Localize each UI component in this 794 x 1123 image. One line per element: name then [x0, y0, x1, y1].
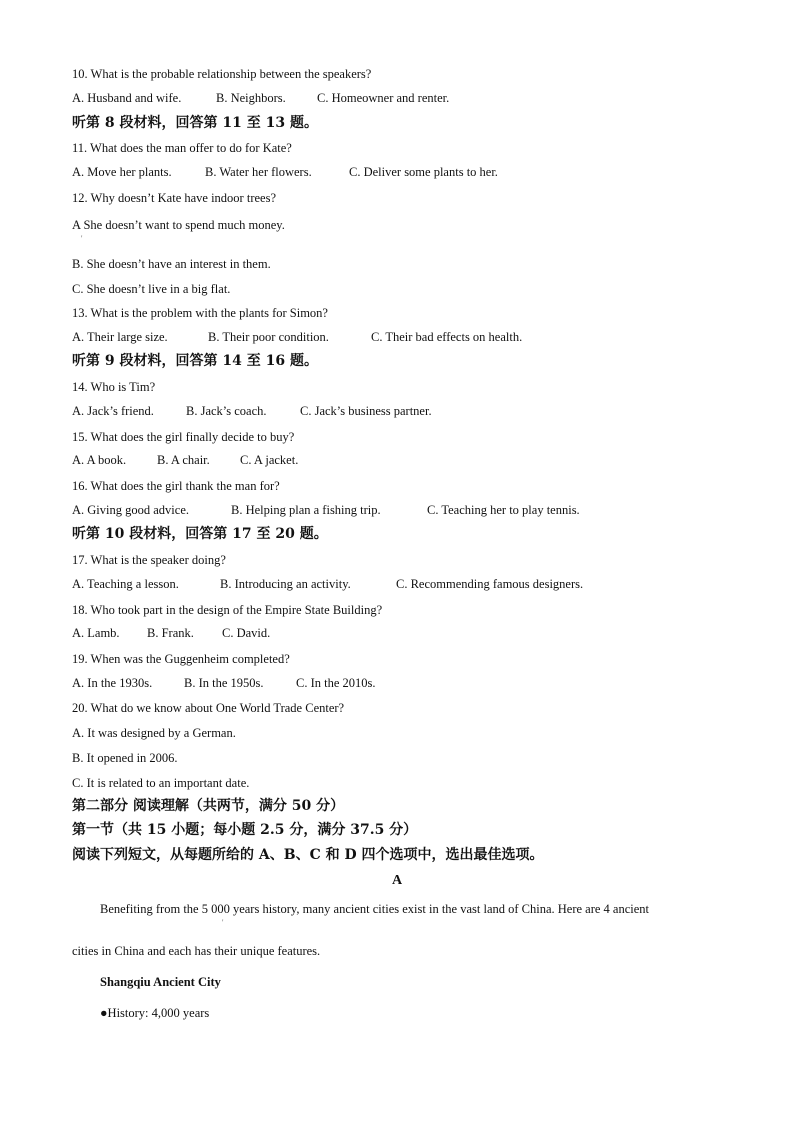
stray-mark: ': [222, 918, 224, 927]
q20-option-a: A. It was designed by a German.: [72, 726, 236, 740]
q11-option-a: A. Move her plants.: [72, 165, 172, 179]
history-bullet: ●History: 4,000 years: [100, 1006, 210, 1020]
q17-option-a: A. Teaching a lesson.: [72, 577, 179, 591]
q11-option-c: C. Deliver some plants to her.: [349, 165, 498, 179]
q19-option-b: B. In the 1950s.: [184, 676, 264, 690]
q13-option-c: C. Their bad effects on health.: [371, 330, 523, 344]
q15-option-a: A. A book.: [72, 453, 127, 467]
section-heading-8: 听第 8 段材料，回答第 11 至 13 题。: [72, 115, 318, 131]
section-one-heading: 第一节（共 15 小题；每小题 2.5 分，满分 37.5 分）: [72, 822, 418, 838]
question-16: 16. What does the girl thank the man for?: [72, 479, 280, 493]
passage-paragraph-line-1: Benefiting from the 5 000 years history, many ancient cities exist in the vast land of China. Here are 4 ancient: [100, 902, 650, 916]
q13-option-a: A. Their large size.: [72, 330, 168, 344]
q16-option-a: A. Giving good advice.: [72, 503, 189, 517]
q17-option-b: B. Introducing an activity.: [220, 577, 351, 591]
q18-option-b: B. Frank.: [147, 626, 194, 640]
q10-option-c: C. Homeowner and renter.: [317, 91, 450, 105]
q17-option-c: C. Recommending famous designers.: [396, 577, 584, 591]
subheading-shangqiu: Shangqiu Ancient City: [100, 975, 221, 989]
q18-option-a: A. Lamb.: [72, 626, 120, 640]
q20-option-c: C. It is related to an important date.: [72, 776, 250, 790]
q12-option-b: B. She doesn’t have an interest in them.: [72, 257, 271, 271]
q14-option-b: B. Jack’s coach.: [186, 404, 267, 418]
question-11: 11. What does the man offer to do for Kate?: [72, 141, 292, 155]
q14-option-a: A. Jack’s friend.: [72, 404, 154, 418]
question-18: 18. Who took part in the design of the Empire State Building?: [72, 603, 383, 617]
instructions: 阅读下列短文，从每题所给的 A、B、C 和 D 四个选项中，选出最佳选项。: [72, 847, 544, 863]
question-14: 14. Who is Tim?: [72, 380, 156, 394]
q13-option-b: B. Their poor condition.: [208, 330, 329, 344]
q18-option-c: C. David.: [222, 626, 271, 640]
question-15: 15. What does the girl finally decide to buy?: [72, 430, 295, 444]
question-20: 20. What do we know about One World Trade Center?: [72, 701, 345, 715]
q10-option-a: A. Husband and wife.: [72, 91, 182, 105]
q19-option-a: A. In the 1930s.: [72, 676, 153, 690]
q15-option-b: B. A chair.: [157, 453, 210, 467]
question-12: 12. Why doesn’t Kate have indoor trees?: [72, 191, 276, 205]
q20-option-b: B. It opened in 2006.: [72, 751, 178, 765]
q12-option-c: C. She doesn’t live in a big flat.: [72, 282, 231, 296]
section-heading-9: 听第 9 段材料，回答第 14 至 16 题。: [72, 353, 318, 369]
question-10: 10. What is the probable relationship between the speakers?: [72, 67, 372, 81]
question-13: 13. What is the problem with the plants for Simon?: [72, 306, 328, 320]
passage-label: A: [391, 873, 403, 888]
stray-mark: ': [81, 234, 83, 243]
q10-option-b: B. Neighbors.: [216, 91, 286, 105]
q16-option-b: B. Helping plan a fishing trip.: [231, 503, 381, 517]
question-19: 19. When was the Guggenheim completed?: [72, 652, 290, 666]
q14-option-c: C. Jack’s business partner.: [300, 404, 432, 418]
section-heading-10: 听第 10 段材料，回答第 17 至 20 题。: [72, 526, 328, 542]
q15-option-c: C. A jacket.: [240, 453, 299, 467]
question-17: 17. What is the speaker doing?: [72, 553, 226, 567]
passage-paragraph-line-2: cities in China and each has their unique features.: [72, 944, 321, 958]
q11-option-b: B. Water her flowers.: [205, 165, 312, 179]
part-two-heading: 第二部分 阅读理解（共两节，满分 50 分）: [72, 798, 345, 814]
q19-option-c: C. In the 2010s.: [296, 676, 376, 690]
q12-option-a: A She doesn’t want to spend much money.: [72, 218, 285, 232]
q16-option-c: C. Teaching her to play tennis.: [427, 503, 580, 517]
